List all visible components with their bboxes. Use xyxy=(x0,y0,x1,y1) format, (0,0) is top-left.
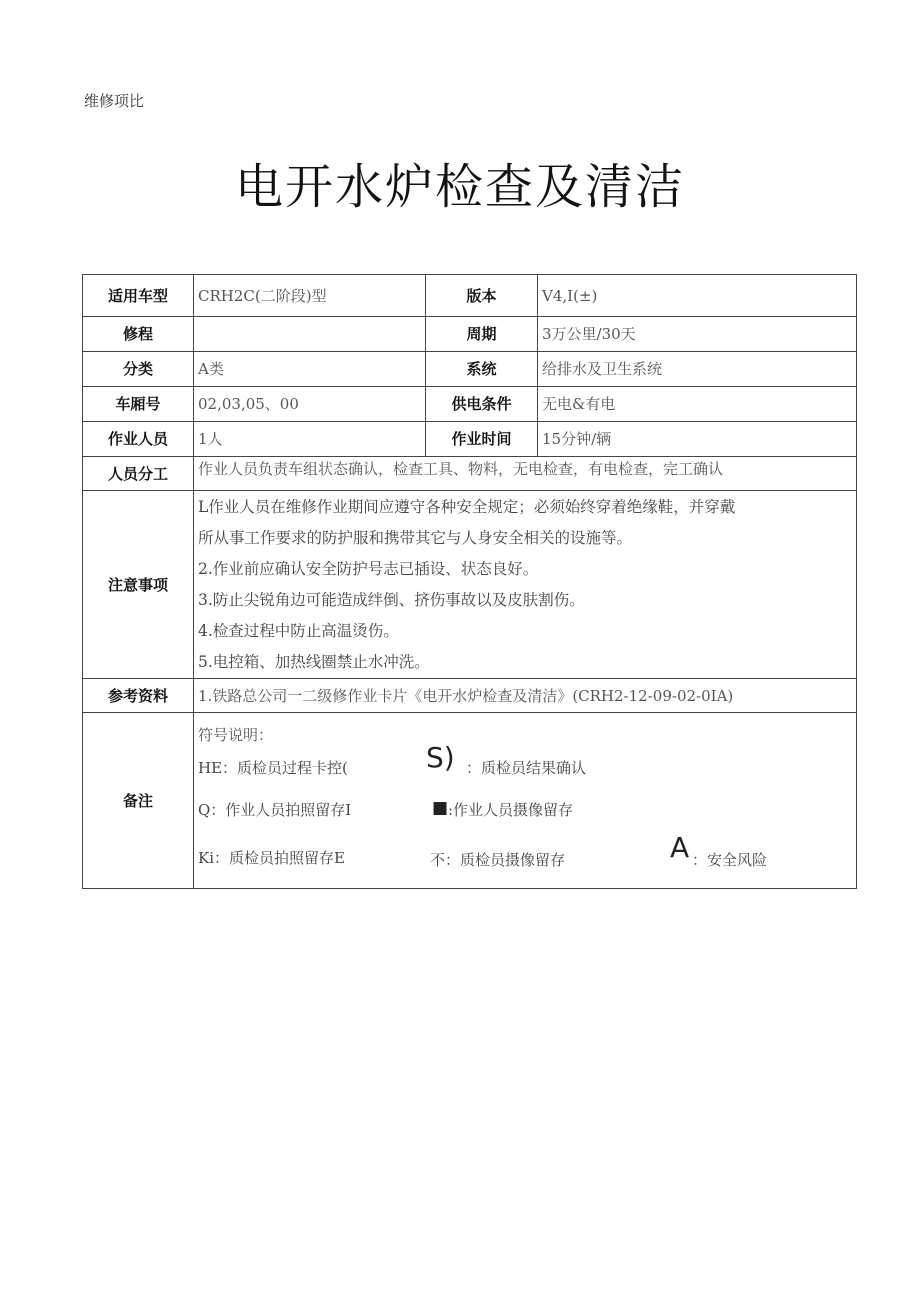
symbol-line-1 xyxy=(198,740,852,792)
staff-value: 1人 xyxy=(194,422,426,457)
reference-value: 1.铁路总公司一二级修作业卡片《电开水炉检查及清洁》(CRH2-12-09-02-0IA) xyxy=(194,679,857,713)
remarks-label: 备注 xyxy=(83,713,194,889)
note-line: 4.检查过程中防止高温烫伤。 xyxy=(198,621,399,640)
symbol-q: Q：作业人员拍照留存I xyxy=(198,800,352,819)
division-label: 人员分工 xyxy=(83,457,194,491)
cycle-label: 周期 xyxy=(426,317,538,352)
notes-cell xyxy=(194,491,857,679)
symbol-line-2 xyxy=(198,792,852,836)
power-value: 无电&有电 xyxy=(538,387,857,422)
repair-level-value xyxy=(194,317,426,352)
applicable-model-label: 适用车型 xyxy=(83,275,194,317)
note-line: 所从事工作要求的防护服和携带其它与人身安全相关的设施等。 xyxy=(198,528,633,547)
version-value: V4,I(±) xyxy=(538,275,857,317)
symbol-s-mark: S) xyxy=(426,740,455,774)
power-label: 供电条件 xyxy=(426,387,538,422)
note-line: 3.防止尖锐角边可能造成绊倒、挤伤事故以及皮肤割伤。 xyxy=(198,590,585,609)
symbol-a-text: ：安全风险 xyxy=(692,850,768,869)
system-value: 给排水及卫生系统 xyxy=(538,352,857,387)
symbol-ki: Ki：质检员拍照留存E xyxy=(198,848,345,867)
work-time-label: 作业时间 xyxy=(426,422,538,457)
symbol-line-3 xyxy=(198,830,852,880)
car-number-value: 02,03,05、00 xyxy=(194,387,426,422)
division-cell xyxy=(194,457,857,491)
category-value: A类 xyxy=(194,352,426,387)
reference-label: 参考资料 xyxy=(83,679,194,713)
note-line: L作业人员在维修作业期间应遵守各种安全规定；必须始终穿着绝缘鞋，并穿戴 xyxy=(198,497,736,516)
note-line: 5.电控箱、加热线圈禁止水冲洗。 xyxy=(198,652,430,671)
symbol-he: HE：质检员过程卡控( xyxy=(198,758,348,777)
camera-icon: ■ xyxy=(432,797,449,818)
symbol-cam-text: :作业人员摄像留存 xyxy=(448,800,574,819)
system-label: 系统 xyxy=(426,352,538,387)
work-card-table xyxy=(82,274,857,889)
staff-label: 作业人员 xyxy=(83,422,194,457)
repair-level-label: 修程 xyxy=(83,317,194,352)
symbol-a-mark: A xyxy=(670,830,690,864)
page-title: 电开水炉检查及清洁 xyxy=(234,159,685,215)
symbols-title: 符号说明： xyxy=(198,725,274,744)
version-label: 版本 xyxy=(426,275,538,317)
symbol-s-text: ：质检员结果确认 xyxy=(466,758,587,777)
applicable-model-value: CRH2C(二阶段)型 xyxy=(194,275,426,317)
notes-label: 注意事项 xyxy=(83,491,194,679)
work-time-value: 15分钟/辆 xyxy=(538,422,857,457)
category-label: 分类 xyxy=(83,352,194,387)
note-line: 2.作业前应确认安全防护号志已插设、状态良好。 xyxy=(198,559,539,578)
remarks-cell xyxy=(194,713,857,889)
car-number-label: 车厢号 xyxy=(83,387,194,422)
symbol-not: 不：质检员摄像留存 xyxy=(430,850,566,869)
division-value: 作业人员负责车组状态确认，检查工具、物料，无电检查，有电检查，完工确认 xyxy=(198,459,724,478)
header-note: 维修项比 xyxy=(84,92,145,110)
cycle-value: 3万公里/30天 xyxy=(538,317,857,352)
